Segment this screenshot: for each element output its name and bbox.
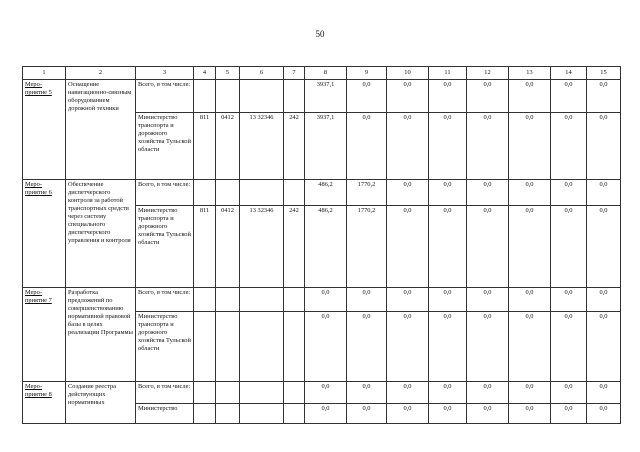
cell-c9: 0,0 (347, 382, 387, 404)
cell-c12: 0,0 (467, 312, 509, 382)
cell-c4 (194, 382, 216, 404)
cell-c13: 0,0 (509, 404, 551, 424)
cell-c14: 0,0 (551, 404, 587, 424)
cell-c6 (240, 312, 284, 382)
event-id-line: Меро- (25, 81, 42, 88)
cell-c10: 0,0 (387, 312, 429, 382)
cell-c9: 0,0 (347, 80, 387, 113)
column-header-11: 11 (429, 67, 467, 80)
cell-c15: 0,0 (587, 113, 621, 180)
cell-c14: 0,0 (551, 382, 587, 404)
cell-c15: 0,0 (587, 382, 621, 404)
column-header-14: 14 (551, 67, 587, 80)
cell-c8: 3937,1 (305, 80, 347, 113)
event-id-line: Меро- (25, 383, 42, 390)
cell-c12: 0,0 (467, 80, 509, 113)
column-header-4: 4 (194, 67, 216, 80)
column-header-9: 9 (347, 67, 387, 80)
column-header-3: 3 (136, 67, 194, 80)
cell-c15: 0,0 (587, 404, 621, 424)
cell-c12: 0,0 (467, 206, 509, 288)
cell-c11: 0,0 (429, 312, 467, 382)
event-title: Обеспечение диспетчерского контроля за работой транспортных средств через систему специального диспетчерского управления и контроля (66, 180, 136, 288)
event-id (23, 80, 66, 180)
cell-c9: 0,0 (347, 113, 387, 180)
column-header-15: 15 (587, 67, 621, 80)
column-header-5: 5 (216, 67, 240, 80)
cell-c4: 811 (194, 113, 216, 180)
event-id-line: Меро- (25, 289, 42, 296)
cell-c6 (240, 382, 284, 404)
column-header-6: 6 (240, 67, 284, 80)
cell-c15: 0,0 (587, 206, 621, 288)
cell-c5 (216, 80, 240, 113)
cell-c12: 0,0 (467, 404, 509, 424)
cell-c5 (216, 312, 240, 382)
cell-c8: 486,2 (305, 206, 347, 288)
cell-c14: 0,0 (551, 113, 587, 180)
column-header-8: 8 (305, 67, 347, 80)
event-id-line: приятие 5 (25, 89, 52, 96)
funding-source: Министерство транспорта и дорожного хозяйства Тульской области (136, 312, 194, 382)
cell-c4 (194, 404, 216, 424)
column-header-7: 7 (284, 67, 305, 80)
cell-c7 (284, 288, 305, 312)
cell-c15: 0,0 (587, 312, 621, 382)
event-id (23, 288, 66, 382)
table-row (23, 382, 621, 404)
cell-c6 (240, 288, 284, 312)
table-row (23, 80, 621, 113)
cell-c9: 0,0 (347, 404, 387, 424)
funding-source: Министерство транспорта и дорожного хозяйства Тульской области (136, 206, 194, 288)
cell-c6: 13 32346 (240, 206, 284, 288)
cell-c6 (240, 180, 284, 206)
cell-c4 (194, 180, 216, 206)
cell-c10: 0,0 (387, 206, 429, 288)
event-id-line: приятие 6 (25, 189, 52, 196)
cell-c14: 0,0 (551, 180, 587, 206)
header-row (23, 67, 621, 80)
table-row (23, 288, 621, 312)
cell-c11: 0,0 (429, 113, 467, 180)
cell-c13: 0,0 (509, 206, 551, 288)
cell-c9: 0,0 (347, 312, 387, 382)
cell-c10: 0,0 (387, 404, 429, 424)
cell-c11: 0,0 (429, 180, 467, 206)
cell-c12: 0,0 (467, 180, 509, 206)
cell-c13: 0,0 (509, 113, 551, 180)
event-id-line: приятие 8 (25, 391, 52, 398)
cell-c10: 0,0 (387, 80, 429, 113)
column-header-10: 10 (387, 67, 429, 80)
cell-c8: 0,0 (305, 288, 347, 312)
event-title: Оснащение навигационно-связным оборудованием дорожной техники (66, 80, 136, 180)
funding-source: Министерство транспорта и дорожного хозяйства Тульской области (136, 113, 194, 180)
cell-c7 (284, 80, 305, 113)
cell-c8: 486,2 (305, 180, 347, 206)
cell-c5: 0412 (216, 113, 240, 180)
event-id-line: приятие 7 (25, 297, 52, 304)
cell-c7 (284, 382, 305, 404)
event-id (23, 382, 66, 424)
cell-c13: 0,0 (509, 288, 551, 312)
column-header-12: 12 (467, 67, 509, 80)
cell-c10: 0,0 (387, 288, 429, 312)
cell-c7 (284, 312, 305, 382)
cell-c15: 0,0 (587, 180, 621, 206)
cell-c5 (216, 288, 240, 312)
column-header-1: 1 (23, 67, 66, 80)
budget-table (22, 66, 621, 424)
cell-c14: 0,0 (551, 288, 587, 312)
cell-c9: 1770,2 (347, 180, 387, 206)
event-title: Разработка предложений по совершенствованию нормативной правовой базы в целях реализации Программы (66, 288, 136, 382)
cell-c4: 811 (194, 206, 216, 288)
cell-c13: 0,0 (509, 312, 551, 382)
event-title: Создание реестра действующих нормативных (66, 382, 136, 424)
cell-c11: 0,0 (429, 80, 467, 113)
cell-c13: 0,0 (509, 382, 551, 404)
event-id (23, 180, 66, 288)
cell-c7: 242 (284, 113, 305, 180)
cell-c8: 3937,1 (305, 113, 347, 180)
funding-source: Всего, в том числе: (136, 80, 194, 113)
cell-c5 (216, 382, 240, 404)
cell-c7 (284, 180, 305, 206)
cell-c10: 0,0 (387, 382, 429, 404)
cell-c6 (240, 404, 284, 424)
cell-c5 (216, 404, 240, 424)
cell-c13: 0,0 (509, 80, 551, 113)
cell-c15: 0,0 (587, 288, 621, 312)
cell-c4 (194, 312, 216, 382)
table-row (23, 180, 621, 206)
cell-c9: 0,0 (347, 288, 387, 312)
cell-c14: 0,0 (551, 80, 587, 113)
cell-c6: 13 32346 (240, 113, 284, 180)
funding-source: Всего, в том числе: (136, 382, 194, 404)
cell-c8: 0,0 (305, 404, 347, 424)
cell-c15: 0,0 (587, 80, 621, 113)
cell-c10: 0,0 (387, 180, 429, 206)
cell-c4 (194, 80, 216, 113)
funding-source: Министерство (136, 404, 194, 424)
column-header-13: 13 (509, 67, 551, 80)
cell-c6 (240, 80, 284, 113)
cell-c12: 0,0 (467, 113, 509, 180)
cell-c12: 0,0 (467, 382, 509, 404)
cell-c11: 0,0 (429, 206, 467, 288)
funding-source: Всего, в том числе: (136, 288, 194, 312)
cell-c14: 0,0 (551, 312, 587, 382)
event-id-line: Меро- (25, 181, 42, 188)
cell-c13: 0,0 (509, 180, 551, 206)
cell-c11: 0,0 (429, 288, 467, 312)
cell-c12: 0,0 (467, 288, 509, 312)
cell-c11: 0,0 (429, 382, 467, 404)
column-header-2: 2 (66, 67, 136, 80)
cell-c8: 0,0 (305, 382, 347, 404)
cell-c7 (284, 404, 305, 424)
cell-c8: 0,0 (305, 312, 347, 382)
cell-c9: 1770,2 (347, 206, 387, 288)
cell-c14: 0,0 (551, 206, 587, 288)
cell-c4 (194, 288, 216, 312)
cell-c5 (216, 180, 240, 206)
cell-c5: 0412 (216, 206, 240, 288)
cell-c7: 242 (284, 206, 305, 288)
cell-c11: 0,0 (429, 404, 467, 424)
funding-source: Всего, в том числе: (136, 180, 194, 206)
page-number: 50 (315, 29, 325, 39)
cell-c10: 0,0 (387, 113, 429, 180)
